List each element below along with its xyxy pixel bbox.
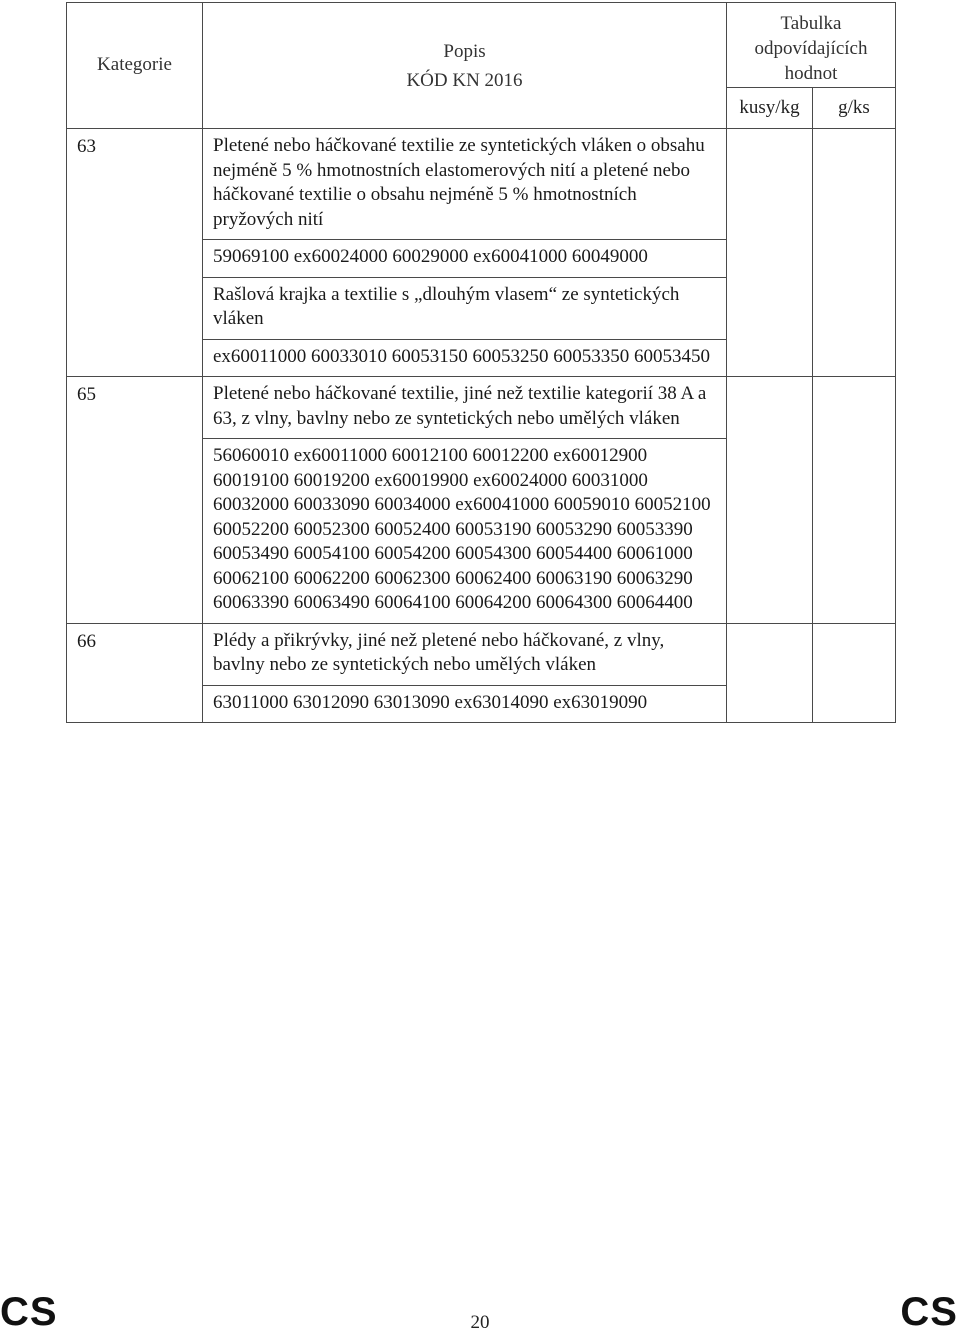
- header-unit-pieces: kusy/kg: [727, 88, 813, 129]
- header-popis-title: Popis: [443, 40, 486, 62]
- header-tabulka-line3: hodnot: [784, 63, 838, 84]
- category-number: 65: [67, 377, 203, 624]
- category-description: Rašlová krajka a textilie s „dlouhým vlasem“ ze syntetických vláken: [203, 277, 727, 339]
- cn-codes: ex60011000 60033010 60053150 60053250 60053350 60053450: [203, 339, 727, 377]
- category-description: Pletené nebo háčkované textilie, jiné než textilie kategorií 38 A a 63, z vlny, bavlny nebo ze syntetických nebo umělých vláken: [203, 377, 727, 439]
- header-tabulka: [727, 3, 896, 88]
- value-pieces-cell: [727, 129, 813, 377]
- header-tabulka-line2: odpovídajících: [754, 38, 868, 59]
- cn-codes: 59069100 ex60024000 60029000 ex60041000 60049000: [203, 240, 727, 278]
- footer-language-mark-right: CS: [900, 1290, 958, 1334]
- page-number: 20: [470, 1312, 490, 1333]
- category-number: 63: [67, 129, 203, 377]
- header-tabulka-line1: Tabulka: [780, 13, 842, 34]
- header-kategorie: Kategorie: [67, 3, 203, 129]
- textile-category-table: [66, 2, 896, 723]
- table-header-row: [67, 3, 896, 88]
- header-popis: [203, 3, 727, 129]
- table-row: [67, 623, 896, 685]
- category-number: 66: [67, 623, 203, 723]
- category-description: Plédy a přikrývky, jiné než pletené nebo háčkované, z vlny, bavlny nebo ze syntetických nebo umělých vláken: [203, 623, 727, 685]
- header-unit-grams: g/ks: [813, 88, 896, 129]
- footer-language-mark-left: CS: [0, 1290, 58, 1334]
- cn-codes: 63011000 63012090 63013090 ex63014090 ex63019090: [203, 685, 727, 723]
- value-grams-cell: [813, 623, 896, 723]
- value-pieces-cell: [727, 623, 813, 723]
- table-row: [67, 129, 896, 240]
- category-description: Pletené nebo háčkované textilie ze syntetických vláken o obsahu nejméně 5 % hmotnostních elastomerových nití a pletené nebo háčkované textilie o obsahu nejméně 5 % hmotnostních pryžových nití: [203, 129, 727, 240]
- value-grams-cell: [813, 377, 896, 624]
- header-popis-code: KÓD KN 2016: [406, 69, 523, 91]
- value-grams-cell: [813, 129, 896, 377]
- cn-codes: 56060010 ex60011000 60012100 60012200 ex60012900 60019100 60019200 ex60019900 ex60024000 60031000 60032000 60033090 60034000 ex60041000 60059010 60052100 60052200 60052300 60052400 60053190 60053290 60053390 60053490 60054100 60054200 60054300 60054400 60061000 60062100 60062200 60062300 60062400 60063190 60063290 60063390 60063490 60064100 60064200 60064300 60064400: [203, 439, 727, 624]
- table-row: [67, 377, 896, 439]
- value-pieces-cell: [727, 377, 813, 624]
